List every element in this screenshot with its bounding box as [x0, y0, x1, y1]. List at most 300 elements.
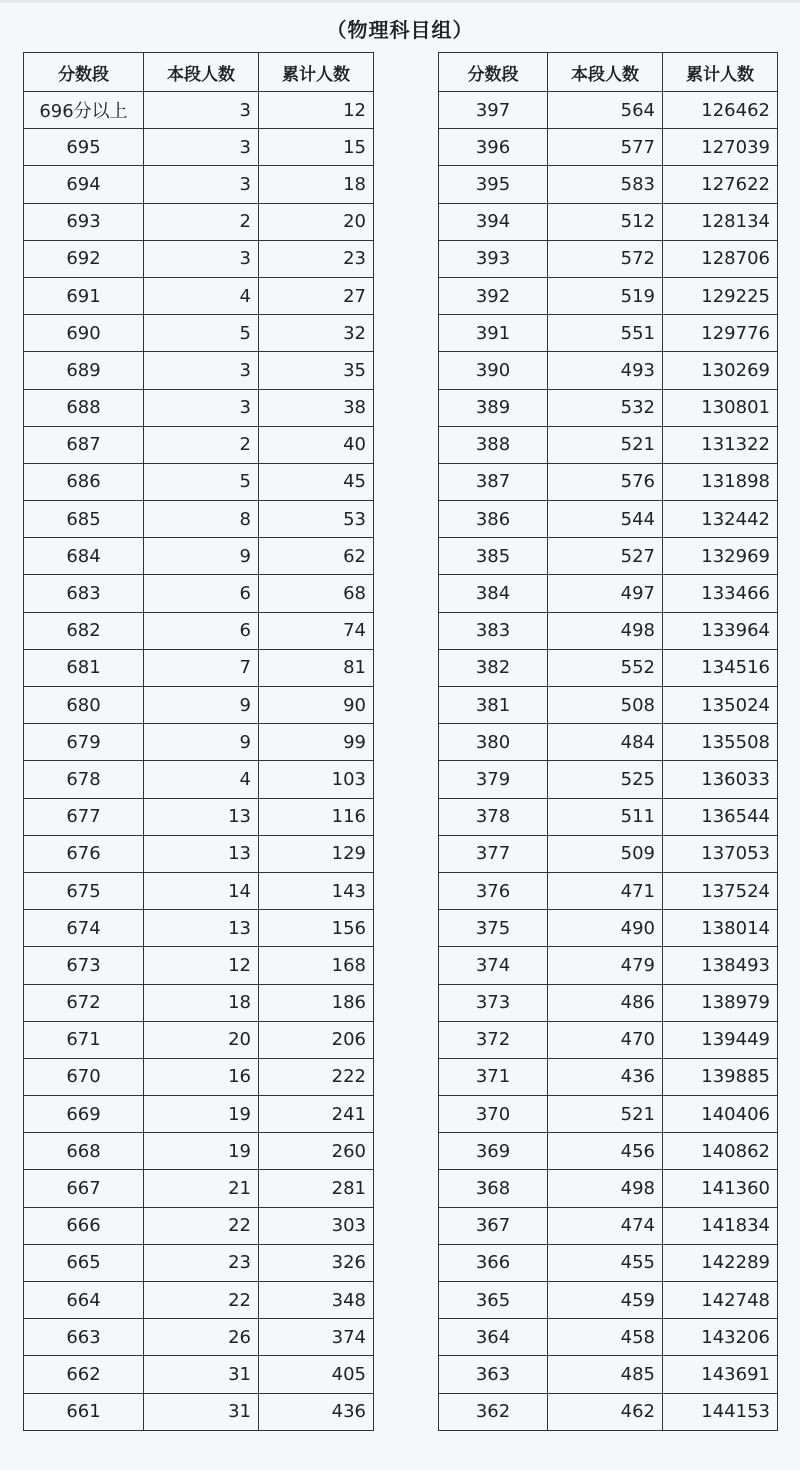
cumulative-cell: 130801 [663, 389, 778, 426]
table-row [24, 575, 374, 612]
count-cell: 436 [548, 1058, 663, 1095]
score-cell: 661 [24, 1393, 144, 1430]
score-cell: 386 [439, 501, 548, 538]
score-cell: 375 [439, 910, 548, 947]
table-row [439, 203, 778, 240]
cumulative-cell: 142289 [663, 1244, 778, 1281]
cumulative-cell: 142748 [663, 1282, 778, 1319]
cumulative-cell: 144153 [663, 1393, 778, 1430]
score-cell: 694 [24, 166, 144, 203]
count-cell: 14 [144, 872, 259, 909]
header-score: 分数段 [439, 53, 548, 92]
score-cell: 670 [24, 1058, 144, 1095]
count-cell: 3 [144, 352, 259, 389]
cumulative-cell: 136544 [663, 798, 778, 835]
count-cell: 31 [144, 1356, 259, 1393]
table-row [439, 1096, 778, 1133]
score-cell: 371 [439, 1058, 548, 1095]
table-row [439, 1244, 778, 1281]
table-row [24, 612, 374, 649]
score-cell: 677 [24, 798, 144, 835]
count-cell: 9 [144, 687, 259, 724]
table-row [24, 129, 374, 166]
score-cell: 366 [439, 1244, 548, 1281]
cumulative-cell: 27 [259, 277, 374, 314]
score-cell: 672 [24, 984, 144, 1021]
table-row [24, 389, 374, 426]
cumulative-cell: 138014 [663, 910, 778, 947]
table-row [24, 1207, 374, 1244]
score-cell: 692 [24, 240, 144, 277]
cumulative-cell: 138979 [663, 984, 778, 1021]
table-row [24, 947, 374, 984]
table-header-row [439, 53, 778, 92]
count-cell: 13 [144, 835, 259, 872]
count-cell: 5 [144, 463, 259, 500]
table-row [439, 1319, 778, 1356]
table-row [439, 463, 778, 500]
top-divider [0, 0, 800, 3]
table-row [439, 92, 778, 129]
table-row [24, 240, 374, 277]
score-cell: 668 [24, 1133, 144, 1170]
cumulative-cell: 132969 [663, 538, 778, 575]
cumulative-cell: 136033 [663, 761, 778, 798]
cumulative-cell: 143 [259, 872, 374, 909]
cumulative-cell: 129225 [663, 277, 778, 314]
score-cell: 678 [24, 761, 144, 798]
table-row [439, 315, 778, 352]
cumulative-cell: 135024 [663, 687, 778, 724]
cumulative-cell: 326 [259, 1244, 374, 1281]
table-row [439, 910, 778, 947]
score-cell: 395 [439, 166, 548, 203]
table-row [24, 501, 374, 538]
score-cell: 379 [439, 761, 548, 798]
cumulative-cell: 139449 [663, 1021, 778, 1058]
table-row [24, 910, 374, 947]
score-cell: 383 [439, 612, 548, 649]
table-row [439, 835, 778, 872]
header-cumulative: 累计人数 [259, 53, 374, 92]
cumulative-cell: 141834 [663, 1207, 778, 1244]
table-row [24, 1282, 374, 1319]
cumulative-cell: 132442 [663, 501, 778, 538]
cumulative-cell: 134516 [663, 649, 778, 686]
score-cell: 669 [24, 1096, 144, 1133]
count-cell: 512 [548, 203, 663, 240]
count-cell: 490 [548, 910, 663, 947]
table-row [24, 315, 374, 352]
table-row [24, 1058, 374, 1095]
score-cell: 684 [24, 538, 144, 575]
count-cell: 576 [548, 463, 663, 500]
count-cell: 455 [548, 1244, 663, 1281]
count-cell: 22 [144, 1282, 259, 1319]
table-row [24, 463, 374, 500]
count-cell: 519 [548, 277, 663, 314]
score-cell: 667 [24, 1170, 144, 1207]
count-cell: 479 [548, 947, 663, 984]
count-cell: 474 [548, 1207, 663, 1244]
score-cell: 392 [439, 277, 548, 314]
table-row [439, 575, 778, 612]
cumulative-cell: 127039 [663, 129, 778, 166]
count-cell: 572 [548, 240, 663, 277]
cumulative-cell: 141360 [663, 1170, 778, 1207]
score-cell: 394 [439, 203, 548, 240]
count-cell: 486 [548, 984, 663, 1021]
count-cell: 456 [548, 1133, 663, 1170]
table-row [439, 984, 778, 1021]
table-row [439, 352, 778, 389]
score-table-right [438, 52, 778, 1431]
count-cell: 4 [144, 761, 259, 798]
table-row [24, 1393, 374, 1430]
score-cell: 671 [24, 1021, 144, 1058]
score-cell: 693 [24, 203, 144, 240]
table-row [439, 1393, 778, 1430]
cumulative-cell: 260 [259, 1133, 374, 1170]
header-count: 本段人数 [548, 53, 663, 92]
score-cell: 663 [24, 1319, 144, 1356]
count-cell: 7 [144, 649, 259, 686]
score-cell: 382 [439, 649, 548, 686]
score-cell: 687 [24, 426, 144, 463]
count-cell: 564 [548, 92, 663, 129]
cumulative-cell: 126462 [663, 92, 778, 129]
score-cell: 686 [24, 463, 144, 500]
cumulative-cell: 206 [259, 1021, 374, 1058]
page-title: （物理科目组） [326, 18, 474, 42]
table-row [439, 538, 778, 575]
count-cell: 493 [548, 352, 663, 389]
count-cell: 470 [548, 1021, 663, 1058]
cumulative-cell: 374 [259, 1319, 374, 1356]
score-cell: 364 [439, 1319, 548, 1356]
table-row [24, 538, 374, 575]
table-row [24, 166, 374, 203]
table-row [439, 761, 778, 798]
count-cell: 22 [144, 1207, 259, 1244]
cumulative-cell: 131322 [663, 426, 778, 463]
count-cell: 532 [548, 389, 663, 426]
count-cell: 508 [548, 687, 663, 724]
count-cell: 459 [548, 1282, 663, 1319]
table-row [439, 947, 778, 984]
cumulative-cell: 68 [259, 575, 374, 612]
table-row [24, 835, 374, 872]
cumulative-cell: 241 [259, 1096, 374, 1133]
cumulative-cell: 32 [259, 315, 374, 352]
score-cell: 682 [24, 612, 144, 649]
count-cell: 9 [144, 724, 259, 761]
table-row [24, 724, 374, 761]
cumulative-cell: 99 [259, 724, 374, 761]
count-cell: 3 [144, 92, 259, 129]
count-cell: 19 [144, 1096, 259, 1133]
cumulative-cell: 38 [259, 389, 374, 426]
count-cell: 521 [548, 426, 663, 463]
count-cell: 458 [548, 1319, 663, 1356]
score-cell: 363 [439, 1356, 548, 1393]
table-row [24, 798, 374, 835]
cumulative-cell: 137053 [663, 835, 778, 872]
score-cell: 688 [24, 389, 144, 426]
count-cell: 521 [548, 1096, 663, 1133]
table-row [439, 687, 778, 724]
score-cell: 674 [24, 910, 144, 947]
table-row [24, 1133, 374, 1170]
score-cell: 680 [24, 687, 144, 724]
table-row [24, 1356, 374, 1393]
count-cell: 2 [144, 203, 259, 240]
table-row [439, 129, 778, 166]
cumulative-cell: 74 [259, 612, 374, 649]
cumulative-cell: 12 [259, 92, 374, 129]
count-cell: 577 [548, 129, 663, 166]
table-row [439, 277, 778, 314]
score-cell: 681 [24, 649, 144, 686]
cumulative-cell: 139885 [663, 1058, 778, 1095]
score-cell: 380 [439, 724, 548, 761]
count-cell: 498 [548, 612, 663, 649]
count-cell: 497 [548, 575, 663, 612]
table-row [24, 1021, 374, 1058]
table-row [24, 1096, 374, 1133]
table-row [24, 352, 374, 389]
cumulative-cell: 128134 [663, 203, 778, 240]
cumulative-cell: 53 [259, 501, 374, 538]
cumulative-cell: 138493 [663, 947, 778, 984]
score-cell: 691 [24, 277, 144, 314]
count-cell: 20 [144, 1021, 259, 1058]
table-row [439, 166, 778, 203]
score-cell: 377 [439, 835, 548, 872]
count-cell: 4 [144, 277, 259, 314]
count-cell: 511 [548, 798, 663, 835]
count-cell: 551 [548, 315, 663, 352]
cumulative-cell: 348 [259, 1282, 374, 1319]
table-row [439, 1133, 778, 1170]
cumulative-cell: 222 [259, 1058, 374, 1095]
score-cell: 662 [24, 1356, 144, 1393]
cumulative-cell: 62 [259, 538, 374, 575]
table-row [24, 687, 374, 724]
table-row [439, 1282, 778, 1319]
table-row [24, 426, 374, 463]
cumulative-cell: 133466 [663, 575, 778, 612]
cumulative-cell: 45 [259, 463, 374, 500]
header-score: 分数段 [24, 53, 144, 92]
score-table-left [23, 52, 374, 1431]
score-cell: 673 [24, 947, 144, 984]
count-cell: 19 [144, 1133, 259, 1170]
cumulative-cell: 90 [259, 687, 374, 724]
table-row [24, 761, 374, 798]
score-cell: 389 [439, 389, 548, 426]
table-row [439, 501, 778, 538]
cumulative-cell: 130269 [663, 352, 778, 389]
table-row [24, 1319, 374, 1356]
count-cell: 6 [144, 575, 259, 612]
count-cell: 18 [144, 984, 259, 1021]
table-row [24, 649, 374, 686]
cumulative-cell: 135508 [663, 724, 778, 761]
table-row [439, 872, 778, 909]
count-cell: 26 [144, 1319, 259, 1356]
count-cell: 3 [144, 389, 259, 426]
score-cell: 365 [439, 1282, 548, 1319]
score-cell: 362 [439, 1393, 548, 1430]
score-cell: 373 [439, 984, 548, 1021]
table-row [439, 426, 778, 463]
table-row [24, 1244, 374, 1281]
score-cell: 393 [439, 240, 548, 277]
table-row [439, 1021, 778, 1058]
count-cell: 462 [548, 1393, 663, 1430]
score-cell: 388 [439, 426, 548, 463]
count-cell: 544 [548, 501, 663, 538]
cumulative-cell: 281 [259, 1170, 374, 1207]
count-cell: 498 [548, 1170, 663, 1207]
table-row [24, 277, 374, 314]
count-cell: 13 [144, 910, 259, 947]
table-row [439, 1170, 778, 1207]
score-cell: 381 [439, 687, 548, 724]
table-row [439, 240, 778, 277]
cumulative-cell: 186 [259, 984, 374, 1021]
count-cell: 552 [548, 649, 663, 686]
cumulative-cell: 40 [259, 426, 374, 463]
table-row [24, 872, 374, 909]
cumulative-cell: 103 [259, 761, 374, 798]
score-cell: 372 [439, 1021, 548, 1058]
table-row [24, 92, 374, 129]
count-cell: 2 [144, 426, 259, 463]
cumulative-cell: 140862 [663, 1133, 778, 1170]
score-cell: 370 [439, 1096, 548, 1133]
cumulative-cell: 137524 [663, 872, 778, 909]
score-cell: 397 [439, 92, 548, 129]
count-cell: 3 [144, 240, 259, 277]
cumulative-cell: 156 [259, 910, 374, 947]
header-cumulative: 累计人数 [663, 53, 778, 92]
table-row [439, 724, 778, 761]
count-cell: 8 [144, 501, 259, 538]
cumulative-cell: 133964 [663, 612, 778, 649]
count-cell: 484 [548, 724, 663, 761]
cumulative-cell: 15 [259, 129, 374, 166]
score-cell: 369 [439, 1133, 548, 1170]
score-cell: 696分以上 [24, 92, 144, 129]
table-row [439, 612, 778, 649]
cumulative-cell: 436 [259, 1393, 374, 1430]
count-cell: 583 [548, 166, 663, 203]
score-cell: 385 [439, 538, 548, 575]
table-row [24, 203, 374, 240]
score-cell: 676 [24, 835, 144, 872]
count-cell: 13 [144, 798, 259, 835]
cumulative-cell: 18 [259, 166, 374, 203]
score-cell: 665 [24, 1244, 144, 1281]
count-cell: 31 [144, 1393, 259, 1430]
table-row [439, 1058, 778, 1095]
count-cell: 9 [144, 538, 259, 575]
score-cell: 685 [24, 501, 144, 538]
score-cell: 679 [24, 724, 144, 761]
count-cell: 471 [548, 872, 663, 909]
score-cell: 368 [439, 1170, 548, 1207]
count-cell: 16 [144, 1058, 259, 1095]
cumulative-cell: 81 [259, 649, 374, 686]
cumulative-cell: 129 [259, 835, 374, 872]
score-cell: 387 [439, 463, 548, 500]
count-cell: 509 [548, 835, 663, 872]
count-cell: 12 [144, 947, 259, 984]
count-cell: 3 [144, 166, 259, 203]
cumulative-cell: 131898 [663, 463, 778, 500]
count-cell: 21 [144, 1170, 259, 1207]
cumulative-cell: 23 [259, 240, 374, 277]
cumulative-cell: 405 [259, 1356, 374, 1393]
count-cell: 23 [144, 1244, 259, 1281]
score-cell: 683 [24, 575, 144, 612]
score-cell: 367 [439, 1207, 548, 1244]
table-row [24, 1170, 374, 1207]
score-cell: 675 [24, 872, 144, 909]
table-header-row [24, 53, 374, 92]
table-row [24, 984, 374, 1021]
cumulative-cell: 35 [259, 352, 374, 389]
score-cell: 396 [439, 129, 548, 166]
table-row [439, 798, 778, 835]
score-cell: 384 [439, 575, 548, 612]
cumulative-cell: 140406 [663, 1096, 778, 1133]
count-cell: 527 [548, 538, 663, 575]
score-cell: 378 [439, 798, 548, 835]
cumulative-cell: 303 [259, 1207, 374, 1244]
score-cell: 391 [439, 315, 548, 352]
score-cell: 690 [24, 315, 144, 352]
count-cell: 525 [548, 761, 663, 798]
score-cell: 666 [24, 1207, 144, 1244]
cumulative-cell: 143206 [663, 1319, 778, 1356]
count-cell: 5 [144, 315, 259, 352]
score-cell: 374 [439, 947, 548, 984]
score-cell: 390 [439, 352, 548, 389]
cumulative-cell: 168 [259, 947, 374, 984]
cumulative-cell: 143691 [663, 1356, 778, 1393]
score-cell: 689 [24, 352, 144, 389]
score-cell: 664 [24, 1282, 144, 1319]
header-count: 本段人数 [144, 53, 259, 92]
score-cell: 376 [439, 872, 548, 909]
cumulative-cell: 20 [259, 203, 374, 240]
cumulative-cell: 127622 [663, 166, 778, 203]
cumulative-cell: 116 [259, 798, 374, 835]
table-row [439, 389, 778, 426]
score-cell: 695 [24, 129, 144, 166]
cumulative-cell: 128706 [663, 240, 778, 277]
count-cell: 3 [144, 129, 259, 166]
table-row [439, 1356, 778, 1393]
cumulative-cell: 129776 [663, 315, 778, 352]
table-row [439, 649, 778, 686]
table-row [439, 1207, 778, 1244]
count-cell: 485 [548, 1356, 663, 1393]
count-cell: 6 [144, 612, 259, 649]
